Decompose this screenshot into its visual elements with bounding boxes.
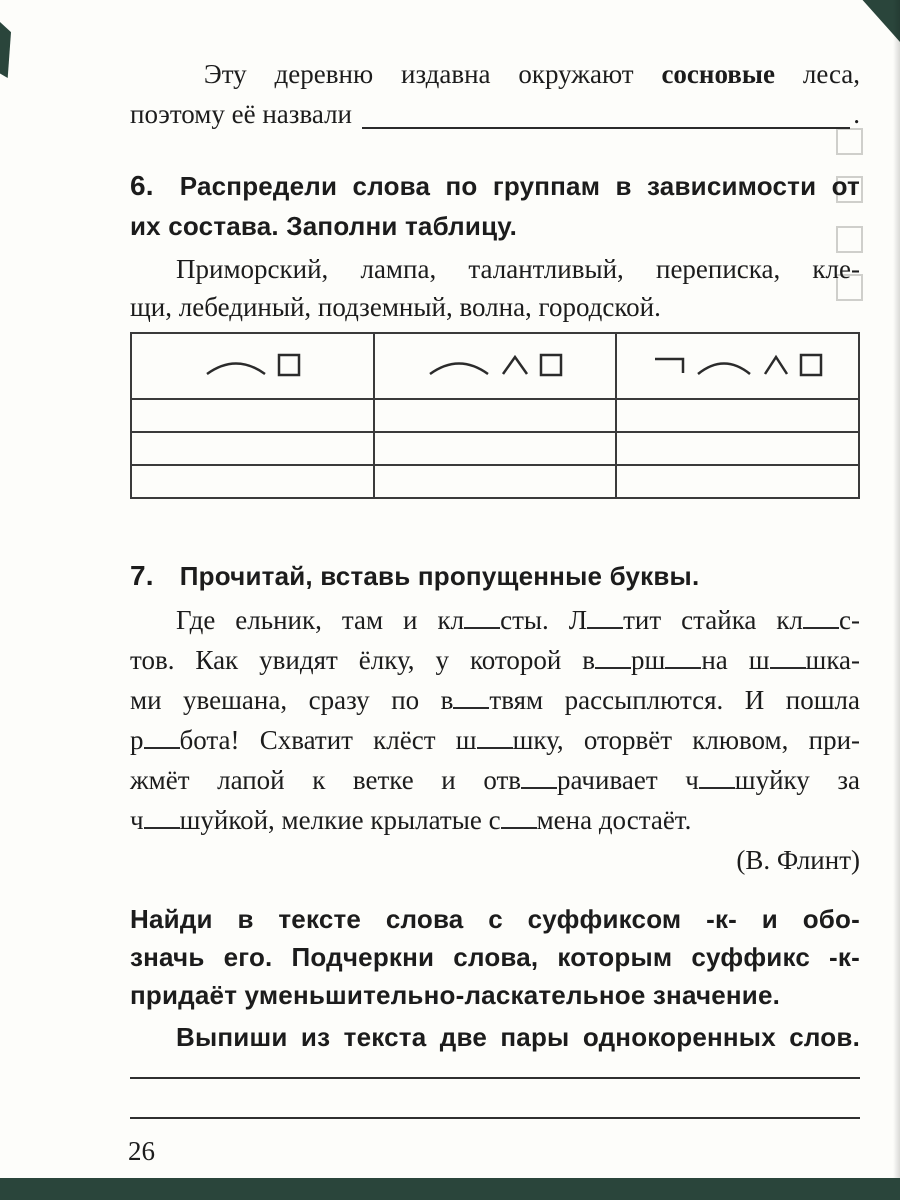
answer-write-line[interactable]: [362, 99, 850, 129]
table-cell-input[interactable]: [616, 465, 859, 498]
text-line: [130, 640, 860, 680]
root-arc-icon: [427, 353, 491, 377]
fill-blank[interactable]: [803, 627, 839, 629]
fill-blank[interactable]: [587, 627, 623, 629]
followup-line: придаёт уменьшительно-ласкательное значение.: [130, 980, 781, 1010]
fill-blank[interactable]: [144, 827, 180, 829]
table-cell-input[interactable]: [374, 399, 617, 432]
fill-blank[interactable]: [665, 667, 701, 669]
author-attribution: (В. Флинт): [736, 845, 860, 875]
table-cell-input[interactable]: [131, 432, 374, 465]
exercise-7-text: [130, 600, 860, 880]
book-edge-top-left: [0, 22, 11, 78]
suffix-caret-icon: [500, 353, 530, 377]
scheme-prefix-root-suffix-ending: [616, 333, 859, 399]
prefix-icon: [652, 353, 686, 377]
words-text: Приморский, лампа, талантливый, переписка, кле-: [176, 254, 860, 284]
ending-square-icon: [799, 353, 823, 377]
intro-line-1: [130, 54, 860, 94]
followup-line: Найди в тексте слова с суффиксом -к- и обо-: [130, 904, 860, 934]
exercise-6-task: [130, 166, 860, 246]
table-cell-input[interactable]: [131, 465, 374, 498]
exercise-6-task-line-1: [130, 166, 860, 206]
root-arc-icon: [204, 353, 268, 377]
exercise-6-words: [130, 250, 860, 326]
text-line: [130, 680, 860, 720]
fill-blank[interactable]: [521, 787, 557, 789]
reading-text: жмёт лапой к ветке и отв рачивает ч шуйку за: [130, 765, 861, 795]
task-text: их состава. Заполни таблицу.: [130, 211, 518, 241]
exercise-6-task-line-2: [130, 206, 860, 246]
intro-text: леса,: [802, 59, 861, 89]
reading-text: Где ельник, там и кл сты. Л тит стайка кл с-: [176, 605, 860, 635]
intro-line-2: [130, 94, 860, 134]
fill-blank[interactable]: [477, 747, 513, 749]
reading-text: тов. Как увидят ёлку, у которой в рш на ш шка-: [130, 645, 861, 675]
intro-text: Эту деревню издавна окружают: [203, 59, 634, 89]
followup-line: значь его. Подчеркни слова, которым суффикс -к-: [130, 942, 860, 972]
morpheme-table-block: [130, 332, 860, 499]
text-line: [130, 720, 860, 760]
fill-blank[interactable]: [453, 707, 489, 709]
morpheme-table: [130, 332, 860, 499]
table-empty-row: [131, 465, 859, 498]
scheme-header-row: [131, 333, 859, 399]
root-arc-icon: [695, 353, 753, 377]
fill-blank[interactable]: [699, 787, 735, 789]
words-line-1: [130, 250, 860, 288]
text-line: [130, 600, 860, 640]
scheme-root-suffix-ending: [374, 333, 617, 399]
page-number: 26: [128, 1136, 155, 1166]
table-empty-row: [131, 399, 859, 432]
table-cell-input[interactable]: [374, 465, 617, 498]
table-cell-input[interactable]: [616, 399, 859, 432]
ending-square-icon: [539, 353, 563, 377]
scheme-root-ending: [131, 333, 374, 399]
fill-blank[interactable]: [770, 667, 806, 669]
exercise-7-task-line: [130, 556, 860, 596]
sentence-period: .: [853, 99, 860, 129]
words-text: щи, лебединый, подземный, волна, городской.: [130, 292, 661, 322]
fill-blank[interactable]: [464, 627, 500, 629]
text-line: [130, 800, 860, 840]
ending-square-icon: [277, 353, 301, 377]
followup-task-2: [130, 1018, 860, 1056]
exercise-6-number: 6.: [130, 170, 154, 201]
page-edge-shadow: [893, 0, 900, 1178]
reading-text: ми увешана, сразу по в твям рассыплются. И пошла: [130, 685, 860, 715]
followup-line: Выпиши из текста две пары однокоренных слов.: [176, 1022, 860, 1052]
answer-write-line[interactable]: [130, 1077, 860, 1079]
words-line-2: [130, 288, 860, 326]
table-cell-input[interactable]: [374, 432, 617, 465]
table-cell-input[interactable]: [616, 432, 859, 465]
intro-bold-word: сосновые: [661, 59, 775, 89]
fill-blank[interactable]: [595, 667, 631, 669]
answer-write-line[interactable]: [130, 1117, 860, 1119]
intro-text: поэтому её назвали: [130, 99, 352, 129]
text-line: [130, 760, 860, 800]
task-text: Прочитай, вставь пропущенные буквы.: [179, 561, 700, 591]
reading-text: р бота! Схватит клёст ш шку, оторвёт клювом, при-: [130, 725, 861, 755]
task-text: Распредели слова по группам в зависимости от: [179, 171, 860, 201]
followup-task-1: [130, 900, 860, 1014]
exercise-7-task: [130, 556, 860, 596]
table-empty-row: [131, 432, 859, 465]
intro-paragraph: [130, 54, 860, 134]
book-edge-bottom: [0, 1178, 900, 1200]
table-cell-input[interactable]: [131, 399, 374, 432]
suffix-caret-icon: [762, 353, 790, 377]
exercise-7-number: 7.: [130, 560, 154, 591]
fill-blank[interactable]: [501, 827, 537, 829]
fill-blank[interactable]: [144, 747, 180, 749]
reading-text: ч шуйкой, мелкие крылатые с мена достаёт.: [130, 805, 692, 835]
